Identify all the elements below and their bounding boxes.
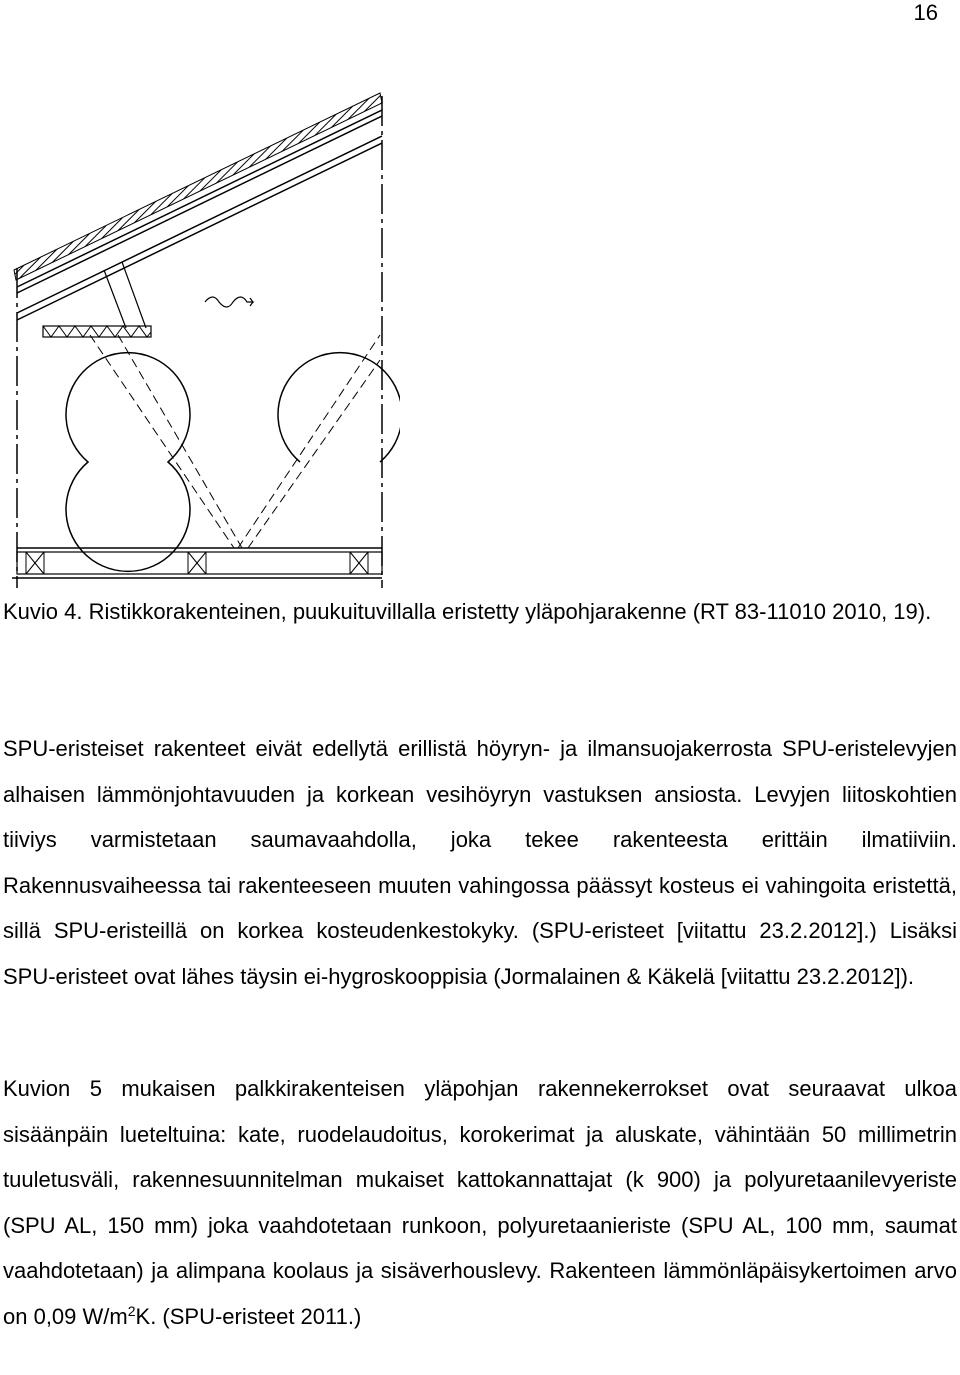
paragraph-text: Kuvion 5 mukaisen palkkirakenteisen yläpohjan rakennekerrokset ovat seuraavat ulkoa sisäänpäin lueteltuina: kate, ruodelaudoitus, korokerimat ja aluskate, vähintään 50 millimetrin tuuletusväli, rakennesuunnitelman mukaiset kattokannattajat (k 900) ja polyuretaanilevyeriste (SPU AL, 150 mm) joka vaahdotetaan runkoon, polyuretaanieriste (SPU AL, 100 mm, saumat vaahdotetaan) ja alimpana koolaus ja sisäverhouslevy. Rakenteen lämmönläpäisykertoimen arvo on 0,09 W/m (3, 1076, 957, 1329)
ceiling-layers (12, 548, 382, 578)
truss-diagonals (90, 335, 380, 548)
body-paragraph (3, 1066, 957, 1340)
page-number: 16 (913, 0, 938, 25)
body-paragraph: SPU-eristeiset rakenteet eivät edellytä erillistä höyryn- ja ilmansuojakerrosta SPU-eristelevyjen alhaisen lämmönjohtavuuden ja korkean vesihöyryn vastuksen ansiosta. Levyjen liitoskohtien tiiviys varmistetaan saumavaahdolla, joka tekee rakenteesta erittäin ilmatiiviin. Rakennusvaiheessa tai rakenteeseen muuten vahingossa päässyt kosteus ei vahingoita eristettä, sillä SPU-eristeillä on korkea kosteudenkestokyky. (SPU-eristeet [viitattu 23.2.2012].) Lisäksi SPU-eristeet ovat lähes täysin ei-hygroskooppisia (Jormalainen & Käkelä [viitattu 23.2.2012]). (3, 736, 957, 989)
paragraph-text: K. (SPU-eristeet 2011.) (135, 1303, 362, 1329)
wood-fiber-insulation (66, 353, 400, 572)
superscript: 2 (127, 1302, 136, 1319)
air-flow-icon (205, 297, 253, 307)
roof-strut (104, 262, 146, 328)
wind-barrier (43, 326, 151, 337)
roof-structure-figure (0, 88, 400, 598)
roof-covering (14, 93, 382, 320)
figure-caption: Kuvio 4. Ristikkorakenteinen, puukuituvillalla eristetty yläpohjarakenne (RT 83-11010 2010, 19). (3, 599, 932, 624)
